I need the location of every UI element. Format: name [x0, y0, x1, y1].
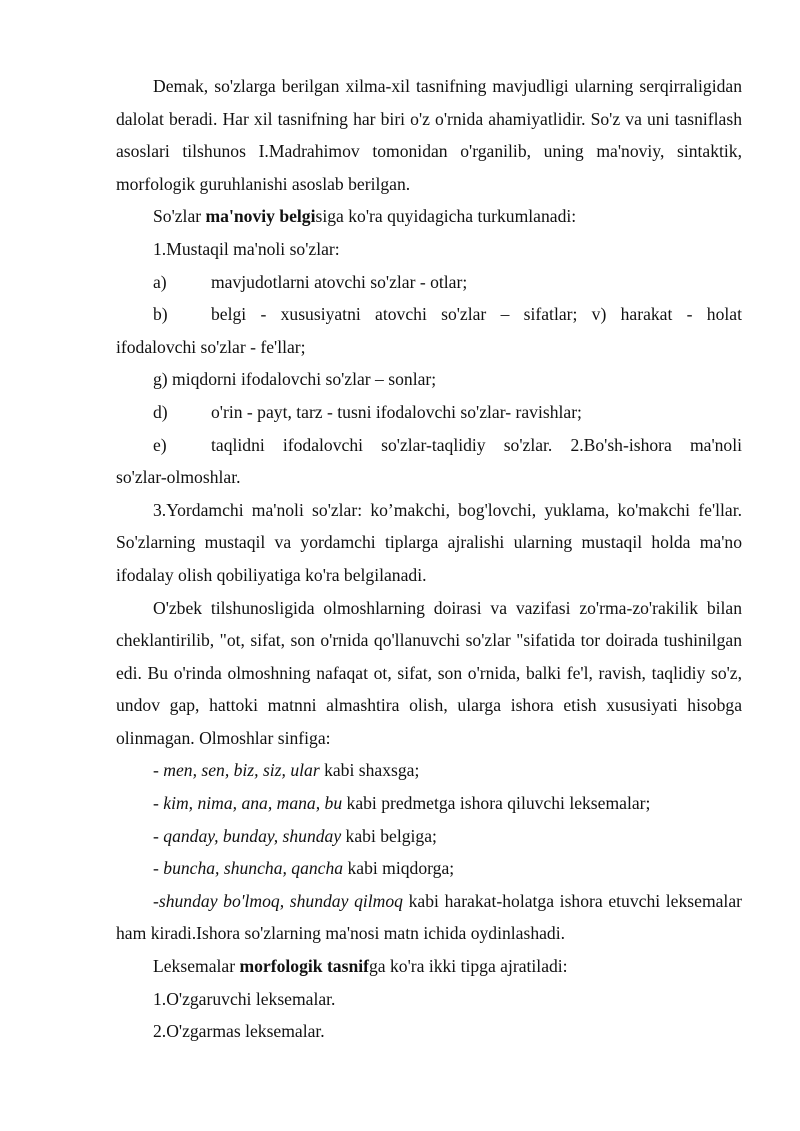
list-item-b [116, 298, 742, 363]
italic-examples: buncha, shuncha, qancha [163, 858, 344, 879]
list-item-g: g) miqdorni ifodalovchi so'zlar – sonlar; [153, 369, 437, 390]
paragraph-action-pronouns [116, 885, 742, 950]
list-item-d [153, 396, 742, 429]
list-text-continued: so'zlar-olmoshlar. [116, 467, 241, 488]
list-item-pronoun-1 [116, 787, 742, 820]
list-item-pronoun-3 [116, 852, 742, 885]
text-span: kabi belgiga; [341, 825, 437, 846]
italic-examples: kim, nima, ana, mana, bu [163, 793, 343, 814]
list-item-e [116, 429, 742, 494]
paragraph-morphological-classification [116, 950, 742, 983]
text-span: kabi predmetga ishora qiluvchi leksemalar; [342, 793, 651, 814]
dash: - [153, 858, 164, 879]
text-span: So'zlar [153, 206, 206, 227]
list-label: d) [153, 401, 168, 422]
list-text: mavjudotlarni atovchi so'zlar - otlar; [211, 271, 468, 292]
list-label: e) [153, 434, 167, 455]
text-span: siga ko'ra quyidagicha turkumlanadi: [315, 206, 577, 227]
list-text-continued: ifodalovchi so'zlar - fe'llar; [116, 336, 306, 357]
dash: - [153, 793, 164, 814]
list-item-invariable-lexemes: 2.O'zgarmas leksemalar. [153, 1021, 325, 1042]
list-label: b) [153, 304, 168, 325]
list-item-pronoun-2 [116, 820, 742, 853]
text-span: kabi miqdorga; [343, 858, 455, 879]
list-item-a [153, 266, 742, 299]
list-item-variable-lexemes: 1.O'zgaruvchi leksemalar. [153, 988, 336, 1009]
dash: - [153, 825, 164, 846]
paragraph-semantic-classification [116, 200, 742, 233]
paragraph-pronouns: O'zbek tilshunosligida olmoshlarning doirasi va vazifasi zo'rma-zo'rakilik bilan cheklantirilib, "ot, sifat, son o'rnida qo'llanuvchi so'zlar "sifatida tor doirada tushinilgan edi. Bu o'rinda olmoshning nafaqat ot, sifat, son o'rnida, balki fe'l, ravish, taqlidiy so'z, undov gap, hattoki matnni almashtira olish, ularga ishora etish xususiyati hisobga olinmagan. Olmoshlar sinfiga: [116, 597, 742, 748]
list-text: o'rin - payt, tarz - tusni ifodalovchi so'zlar- ravishlar; [211, 401, 582, 422]
paragraph-auxiliary-words: 3.Yordamchi ma'noli so'zlar: ko’makchi, bog'lovchi, yuklama, ko'makchi fe'llar. So'zlarning mustaqil va yordamchi tiplarga ajralishi ularning mustaqil holda ma'no ifodalay olish qobiliyatiga ko'ra belgilanadi. [116, 499, 742, 585]
list-label: a) [153, 271, 167, 292]
italic-examples: -shunday bo'lmoq, shunday qilmoq [153, 890, 403, 911]
list-heading-independent-words: 1.Mustaqil ma'noli so'zlar: [153, 238, 340, 259]
text-span: kabi harakat-holatga ishora etuvchi leksemalar ham kiradi.Ishora so'zlarning ma'nosi matn ichida oydinlashadi. [116, 890, 742, 944]
bold-term: ma'noviy belgi [205, 206, 316, 227]
paragraph-intro: Demak, so'zlarga berilgan xilma-xil tasnifning mavjudligi ularning serqirraligidan dalolat beradi. Har xil tasnifning har biri o'z o'rnida ahamiyatlidir. So'z va uni tasniflash asoslari tilshunos I.Madrahimov tomonidan o'rganilib, uning ma'noviy, sintaktik, morfologik guruhlanishi asoslab berilgan. [116, 76, 742, 194]
italic-examples: men, sen, biz, siz, ular [163, 760, 320, 781]
italic-examples: qanday, bunday, shunday [163, 825, 342, 846]
text-span: kabi shaxsga; [319, 760, 420, 781]
text-span: ga ko'ra ikki tipga ajratiladi: [368, 956, 568, 977]
list-item-pronoun-0 [116, 754, 742, 787]
bold-term: morfologik tasnif [239, 956, 369, 977]
list-text: taqlidni ifodalovchi so'zlar-taqlidiy so'zlar. 2.Bo'sh-ishora ma'noli [211, 434, 742, 455]
dash: - [153, 760, 164, 781]
text-span: Leksemalar [153, 956, 240, 977]
list-text: belgi - xususiyatni atovchi so'zlar – sifatlar; v) harakat - holat [211, 304, 742, 325]
